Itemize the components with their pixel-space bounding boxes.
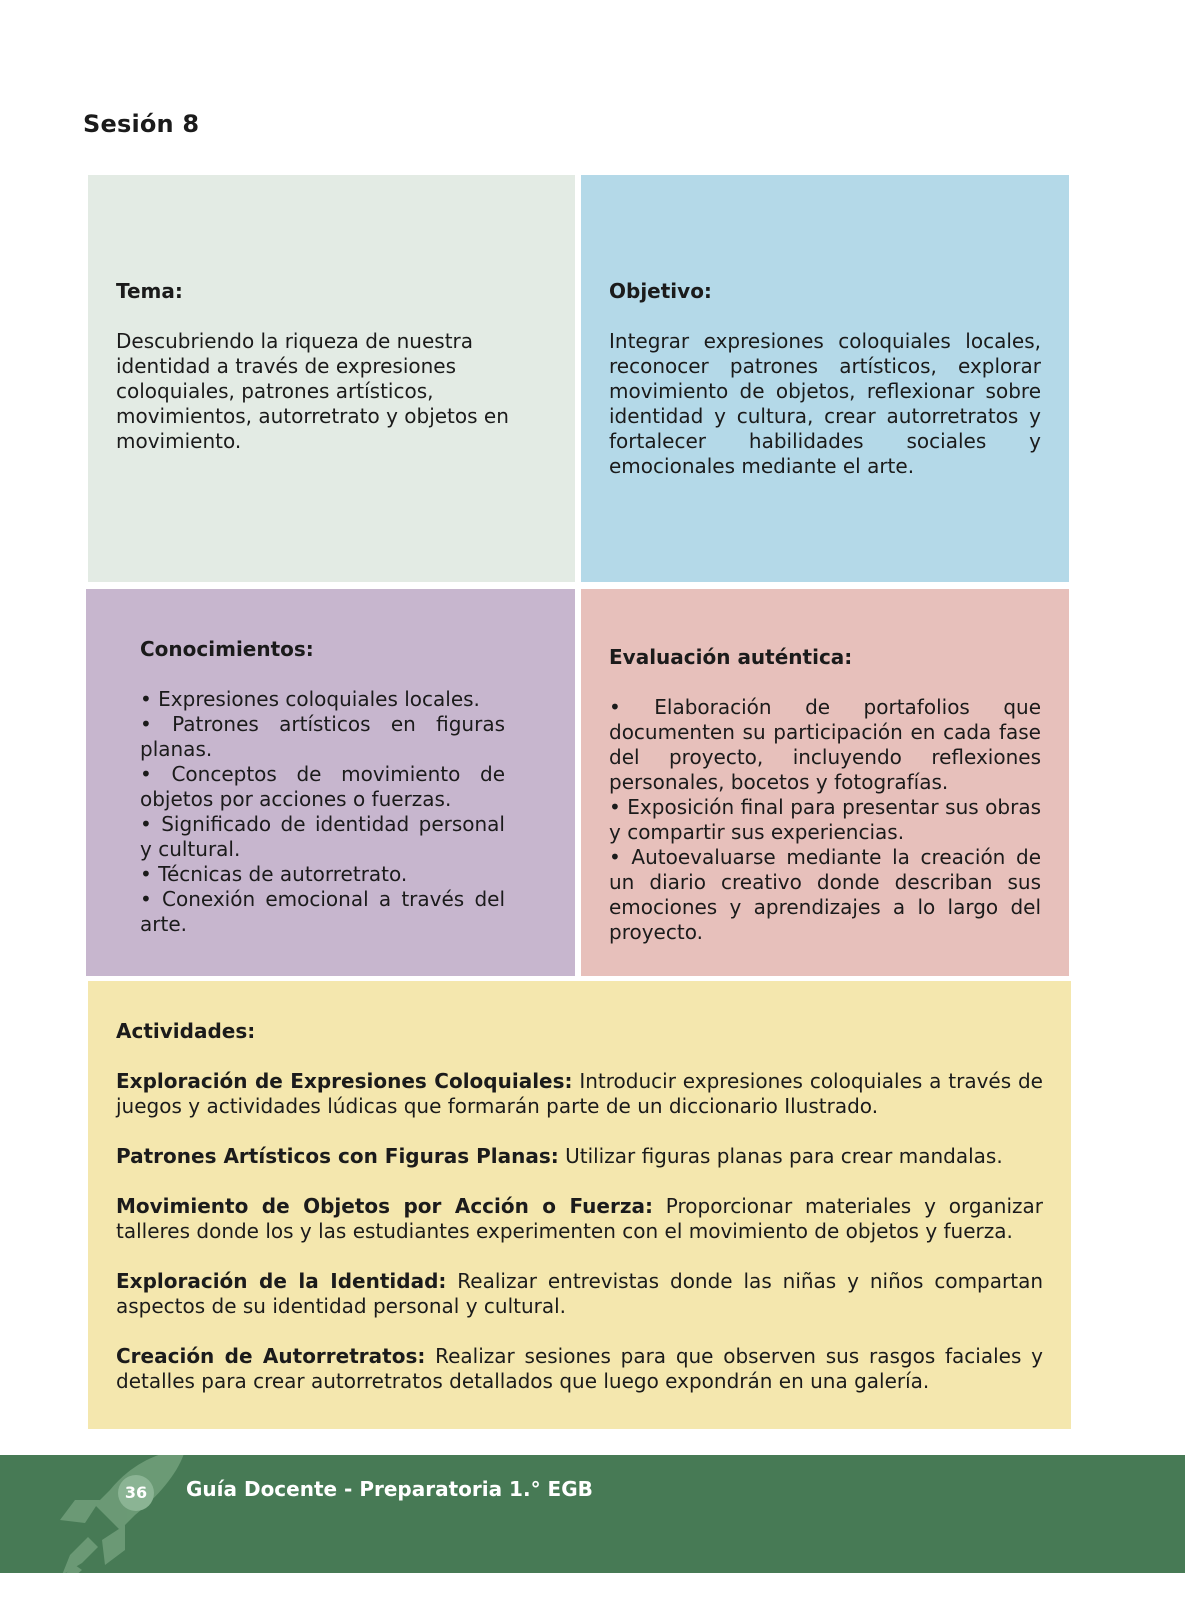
page-number-badge: 36	[118, 1475, 154, 1511]
actividad-text: Introducir expresiones coloquiales a través de juegos y actividades lúdicas que formarán parte de un diccionario Ilustrado.	[116, 1069, 1043, 1118]
actividad-item	[116, 1144, 1043, 1169]
actividad-text: Utilizar figuras planas para crear mandalas.	[558, 1144, 1003, 1168]
evaluacion-item: • Exposición final para presentar sus obras y compartir sus experiencias.	[609, 795, 1041, 844]
actividad-item	[116, 1344, 1043, 1394]
objetivo-box	[581, 175, 1069, 582]
actividad-item	[116, 1269, 1043, 1319]
conocimientos-item: • Patrones artísticos en figuras planas.	[140, 712, 505, 761]
actividad-title: Exploración de la Identidad:	[116, 1269, 447, 1293]
page-footer	[0, 1455, 1185, 1573]
conocimientos-heading: Conocimientos:	[140, 637, 314, 661]
tema-box	[88, 175, 575, 582]
conocimientos-item: • Conexión emocional a través del arte.	[140, 887, 505, 936]
actividad-title: Movimiento de Objetos por Acción o Fuerza:	[116, 1194, 653, 1218]
conocimientos-item: • Conceptos de movimiento de objetos por acciones o fuerzas.	[140, 762, 505, 811]
actividad-item	[116, 1194, 1043, 1244]
conocimientos-item: • Técnicas de autorretrato.	[140, 862, 408, 886]
conocimientos-item: • Significado de identidad personal y cultural.	[140, 812, 505, 861]
actividad-title: Exploración de Expresiones Coloquiales:	[116, 1069, 573, 1093]
objetivo-text: Integrar expresiones coloquiales locales, reconocer patrones artísticos, explorar movimiento de objetos, reflexionar sobre identidad y cultura, crear autorretratos y fortalecer habilidades sociales y emocionales mediante el arte.	[609, 329, 1041, 478]
rocket-icon	[40, 1455, 190, 1573]
session-title: Sesión 8	[83, 110, 200, 138]
footer-title: Guía Docente - Preparatoria 1.° EGB	[186, 1477, 593, 1501]
actividad-item	[116, 1069, 1043, 1119]
actividad-title: Creación de Autorretratos:	[116, 1344, 426, 1368]
evaluacion-item: • Elaboración de portafolios que documenten su participación en cada fase del proyecto, incluyendo reflexiones personales, bocetos y fotografías.	[609, 695, 1041, 794]
tema-heading: Tema:	[116, 279, 183, 303]
evaluacion-heading: Evaluación auténtica:	[609, 645, 853, 669]
objetivo-heading: Objetivo:	[609, 279, 712, 303]
conocimientos-item: • Expresiones coloquiales locales.	[140, 687, 480, 711]
actividades-heading: Actividades:	[116, 1019, 256, 1043]
tema-text: Descubriendo la riqueza de nuestra identidad a través de expresiones coloquiales, patrones artísticos, movimientos, autorretrato y objetos en movimiento.	[116, 329, 509, 453]
actividad-text: Proporcionar materiales y organizar talleres donde los y las estudiantes experimenten con el movimiento de objetos y fuerza.	[116, 1194, 1044, 1243]
evaluacion-item: • Autoevaluarse mediante la creación de un diario creativo donde describan sus emociones y aprendizajes a lo largo del proyecto.	[609, 845, 1041, 944]
evaluacion-box	[581, 589, 1069, 976]
actividad-text: Realizar entrevistas donde las niñas y niños compartan aspectos de su identidad personal y cultural.	[116, 1269, 1043, 1318]
actividad-title: Patrones Artísticos con Figuras Planas:	[116, 1144, 559, 1168]
actividad-text: Realizar sesiones para que observen sus rasgos faciales y detalles para crear autorretratos detallados que luego expondrán en una galería.	[116, 1344, 1043, 1393]
actividades-box	[88, 981, 1071, 1429]
conocimientos-box	[86, 589, 575, 976]
